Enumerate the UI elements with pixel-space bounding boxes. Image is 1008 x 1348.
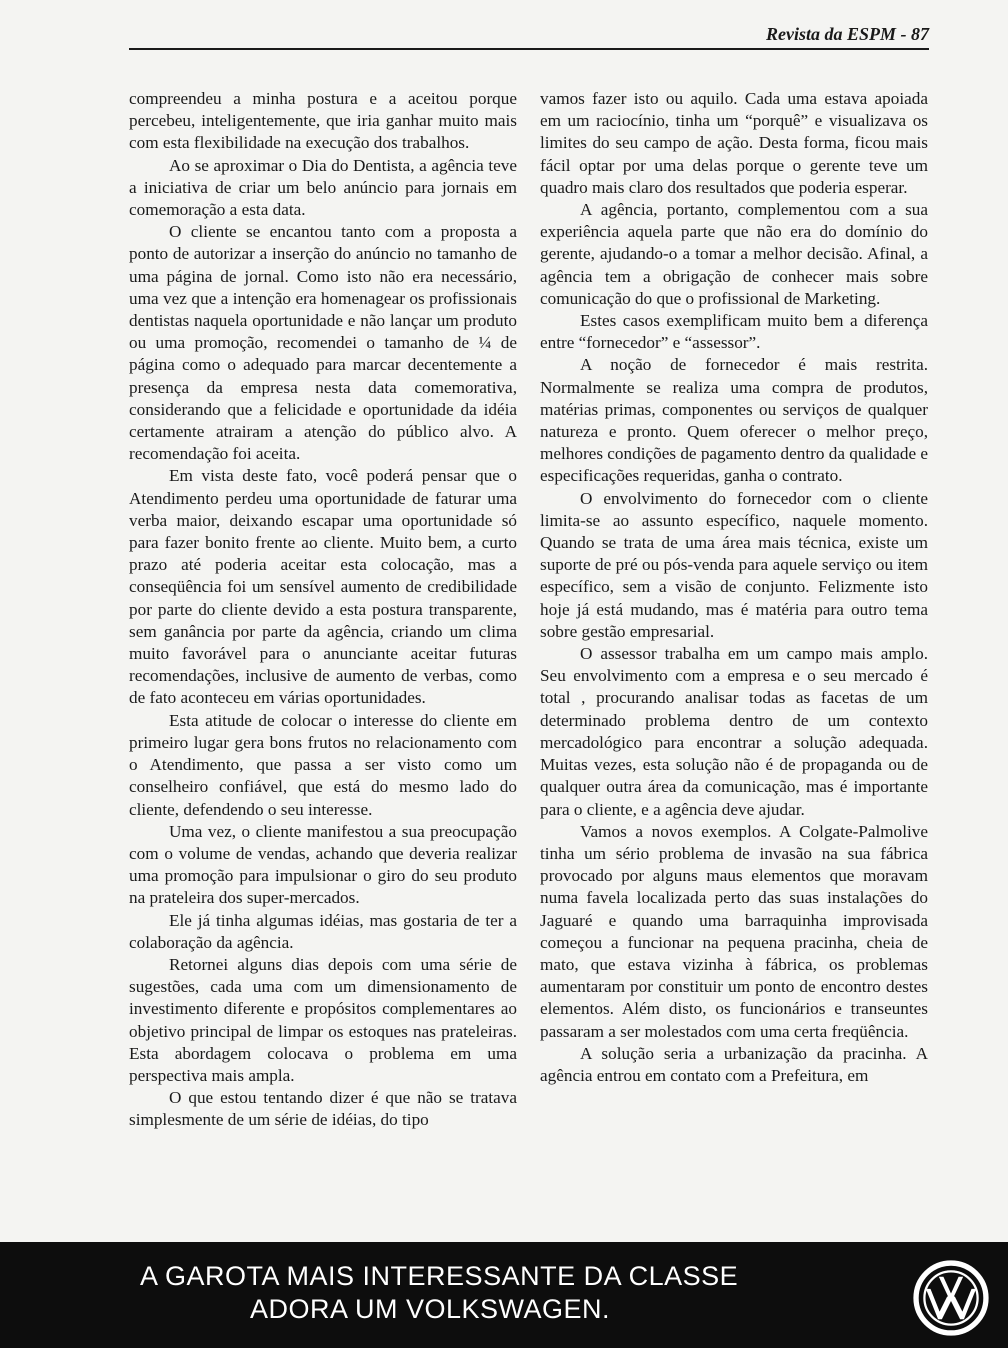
paragraph: A solução seria a urbanização da pracinha. A agência entrou em contato com a Prefeitura, em <box>540 1043 928 1085</box>
page-header <box>129 22 929 50</box>
paragraph: Uma vez, o cliente manifestou a sua preocupação com o volume de vendas, achando que deveria realizar uma promoção para impulsionar o giro do seu produto na prateleira dos super-mercados. <box>129 821 517 908</box>
ad-slogan-line-2: ADORA UM VOLKSWAGEN. <box>249 1294 611 1324</box>
paragraph: Ao se aproximar o Dia do Dentista, a agência teve a iniciativa de criar um belo anúncio para jornais em comemoração a esta data. <box>129 155 517 220</box>
paragraph: Estes casos exemplificam muito bem a diferença entre “fornecedor” e “assessor”. <box>540 311 928 353</box>
paragraph: Vamos a novos exemplos. A Colgate-Palmolive tinha um sério problema de invasão na sua fábrica provocado por alguns maus elementos que moravam numa favela localizada perto das suas instalações do Jaguaré e quando uma barraquinha improvisada começou a funcionar na pequena pracinha, cheia de mato, que estava vizinha à fábrica, os problemas aumentaram por constituir um ponto de encontro destes elementos. Além disto, os funcionários e transeuntes passaram a ser molestados com uma certa freqüência. <box>540 821 928 1041</box>
ad-slogan <box>140 1260 739 1326</box>
paragraph: A noção de fornecedor é mais restrita. Normalmente se realiza uma compra de produtos, matérias primas, componentes ou serviços de qualquer natureza e pronto. Quem oferecer o melhor preço, melhores condições de pagamento dentro da qualidade e especificações requeridas, ganha o contrato. <box>540 355 929 486</box>
right-column <box>540 88 928 1087</box>
paragraph: Esta atitude de colocar o interesse do cliente em primeiro lugar gera bons frutos no relacionamento com o Atendimento, que passa a ser visto como um conselheiro confiável, que está do mesmo lado do cliente, defendendo o seu interesse. <box>129 710 517 819</box>
paragraph: Ele já tinha algumas idéias, mas gostaria de ter a colaboração da agência. <box>129 910 517 952</box>
paragraph: compreendeu a minha postura e a aceitou porque percebeu, inteligentemente, que iria ganhar muito mais com esta flexibilidade na execução dos trabalhos. <box>129 89 517 153</box>
paragraph: O que estou tentando dizer é que não se tratava simplesmente de um série de idéias, do tipo <box>129 1088 517 1130</box>
paragraph: Em vista deste fato, você poderá pensar que o Atendimento perdeu uma oportunidade de faturar uma verba maior, deixando escapar uma oportunidade só para fazer bonito frente ao cliente. Muito bem, a curto prazo até poderia aceitar esta colocação, mas a conseqüência foi um sensível aumento de credibilidade por parte do cliente devido a esta postura transparente, sem ganância por parte da agência, criando um clima muito favorável para o anunciante aceitar futuras recomendações, inclusive de aumento de verbas, como de fato aconteceu em várias oportunidades. <box>129 466 517 708</box>
paragraph: O cliente se encantou tanto com a proposta a ponto de autorizar a inserção do anúncio no tamanho de uma página de jornal. Como isto não era necessário, uma vez que a intenção era homenagear os profissionais dentistas naquela oportunidade e não lançar um produto ou uma promoção, recomendei o tamanho de ¼ de página como o adequado para marcar decentemente a presença da empresa nesta data comemorativa, considerando que a felicidade e oportunidade da idéia certamente atrairam a atenção do público alvo. A recomendação foi aceita. <box>129 222 517 464</box>
left-column <box>129 88 517 1132</box>
paragraph: O envolvimento do fornecedor com o cliente limita-se ao assunto específico, naquele momento. Quando se trata de uma área mais técnica, existe um suporte de pré ou pós-venda para aquele serviço ou item específico, sem a visão de conjunto. Felizmente isto hoje já está mudando, mas é matéria para outro tema sobre gestão empresarial. <box>540 488 928 641</box>
ad-slogan-line-1: A GAROTA MAIS INTERESSANTE DA CLASSE <box>140 1261 739 1291</box>
paragraph: vamos fazer isto ou aquilo. Cada uma estava apoiada em um raciocínio, tinha um “porquê” e visualizava os limites do seu campo de ação. Desta forma, ficou mais fácil optar por uma delas porque o gerente teve um quadro mais claro dos resultados que poderia esperar. <box>540 89 928 197</box>
running-header-title: Revista da ESPM - 87 <box>765 24 929 44</box>
volkswagen-logo-icon <box>913 1260 989 1336</box>
advertisement-banner <box>0 1242 1008 1348</box>
paragraph: O assessor trabalha em um campo mais amplo. Seu envolvimento com a empresa e o seu mercado é total , procurando analisar todas as facetas de um determinado problema dentro de um contexto mercadológico para encontrar a solução adequada. Muitas vezes, esta solução não é de propaganda ou de qualquer outra área da comunicação, mas é importante para o cliente, e a agência deve ajudar. <box>540 644 928 819</box>
paragraph: Retornei alguns dias depois com uma série de sugestões, cada uma com um dimensionamento de investimento diferente e propósitos complementares ao objetivo principal de limpar os estoques nas prateleiras. Esta abordagem colocava o problema em uma perspectiva mais ampla. <box>129 954 517 1085</box>
paragraph: A agência, portanto, complementou com a sua experiência aquela parte que não era do domínio do gerente, ajudando-o a tomar a melhor decisão. Afinal, a agência tem a obrigação de conhecer mais sobre comunicação do que o profissional de Marketing. <box>540 200 928 308</box>
